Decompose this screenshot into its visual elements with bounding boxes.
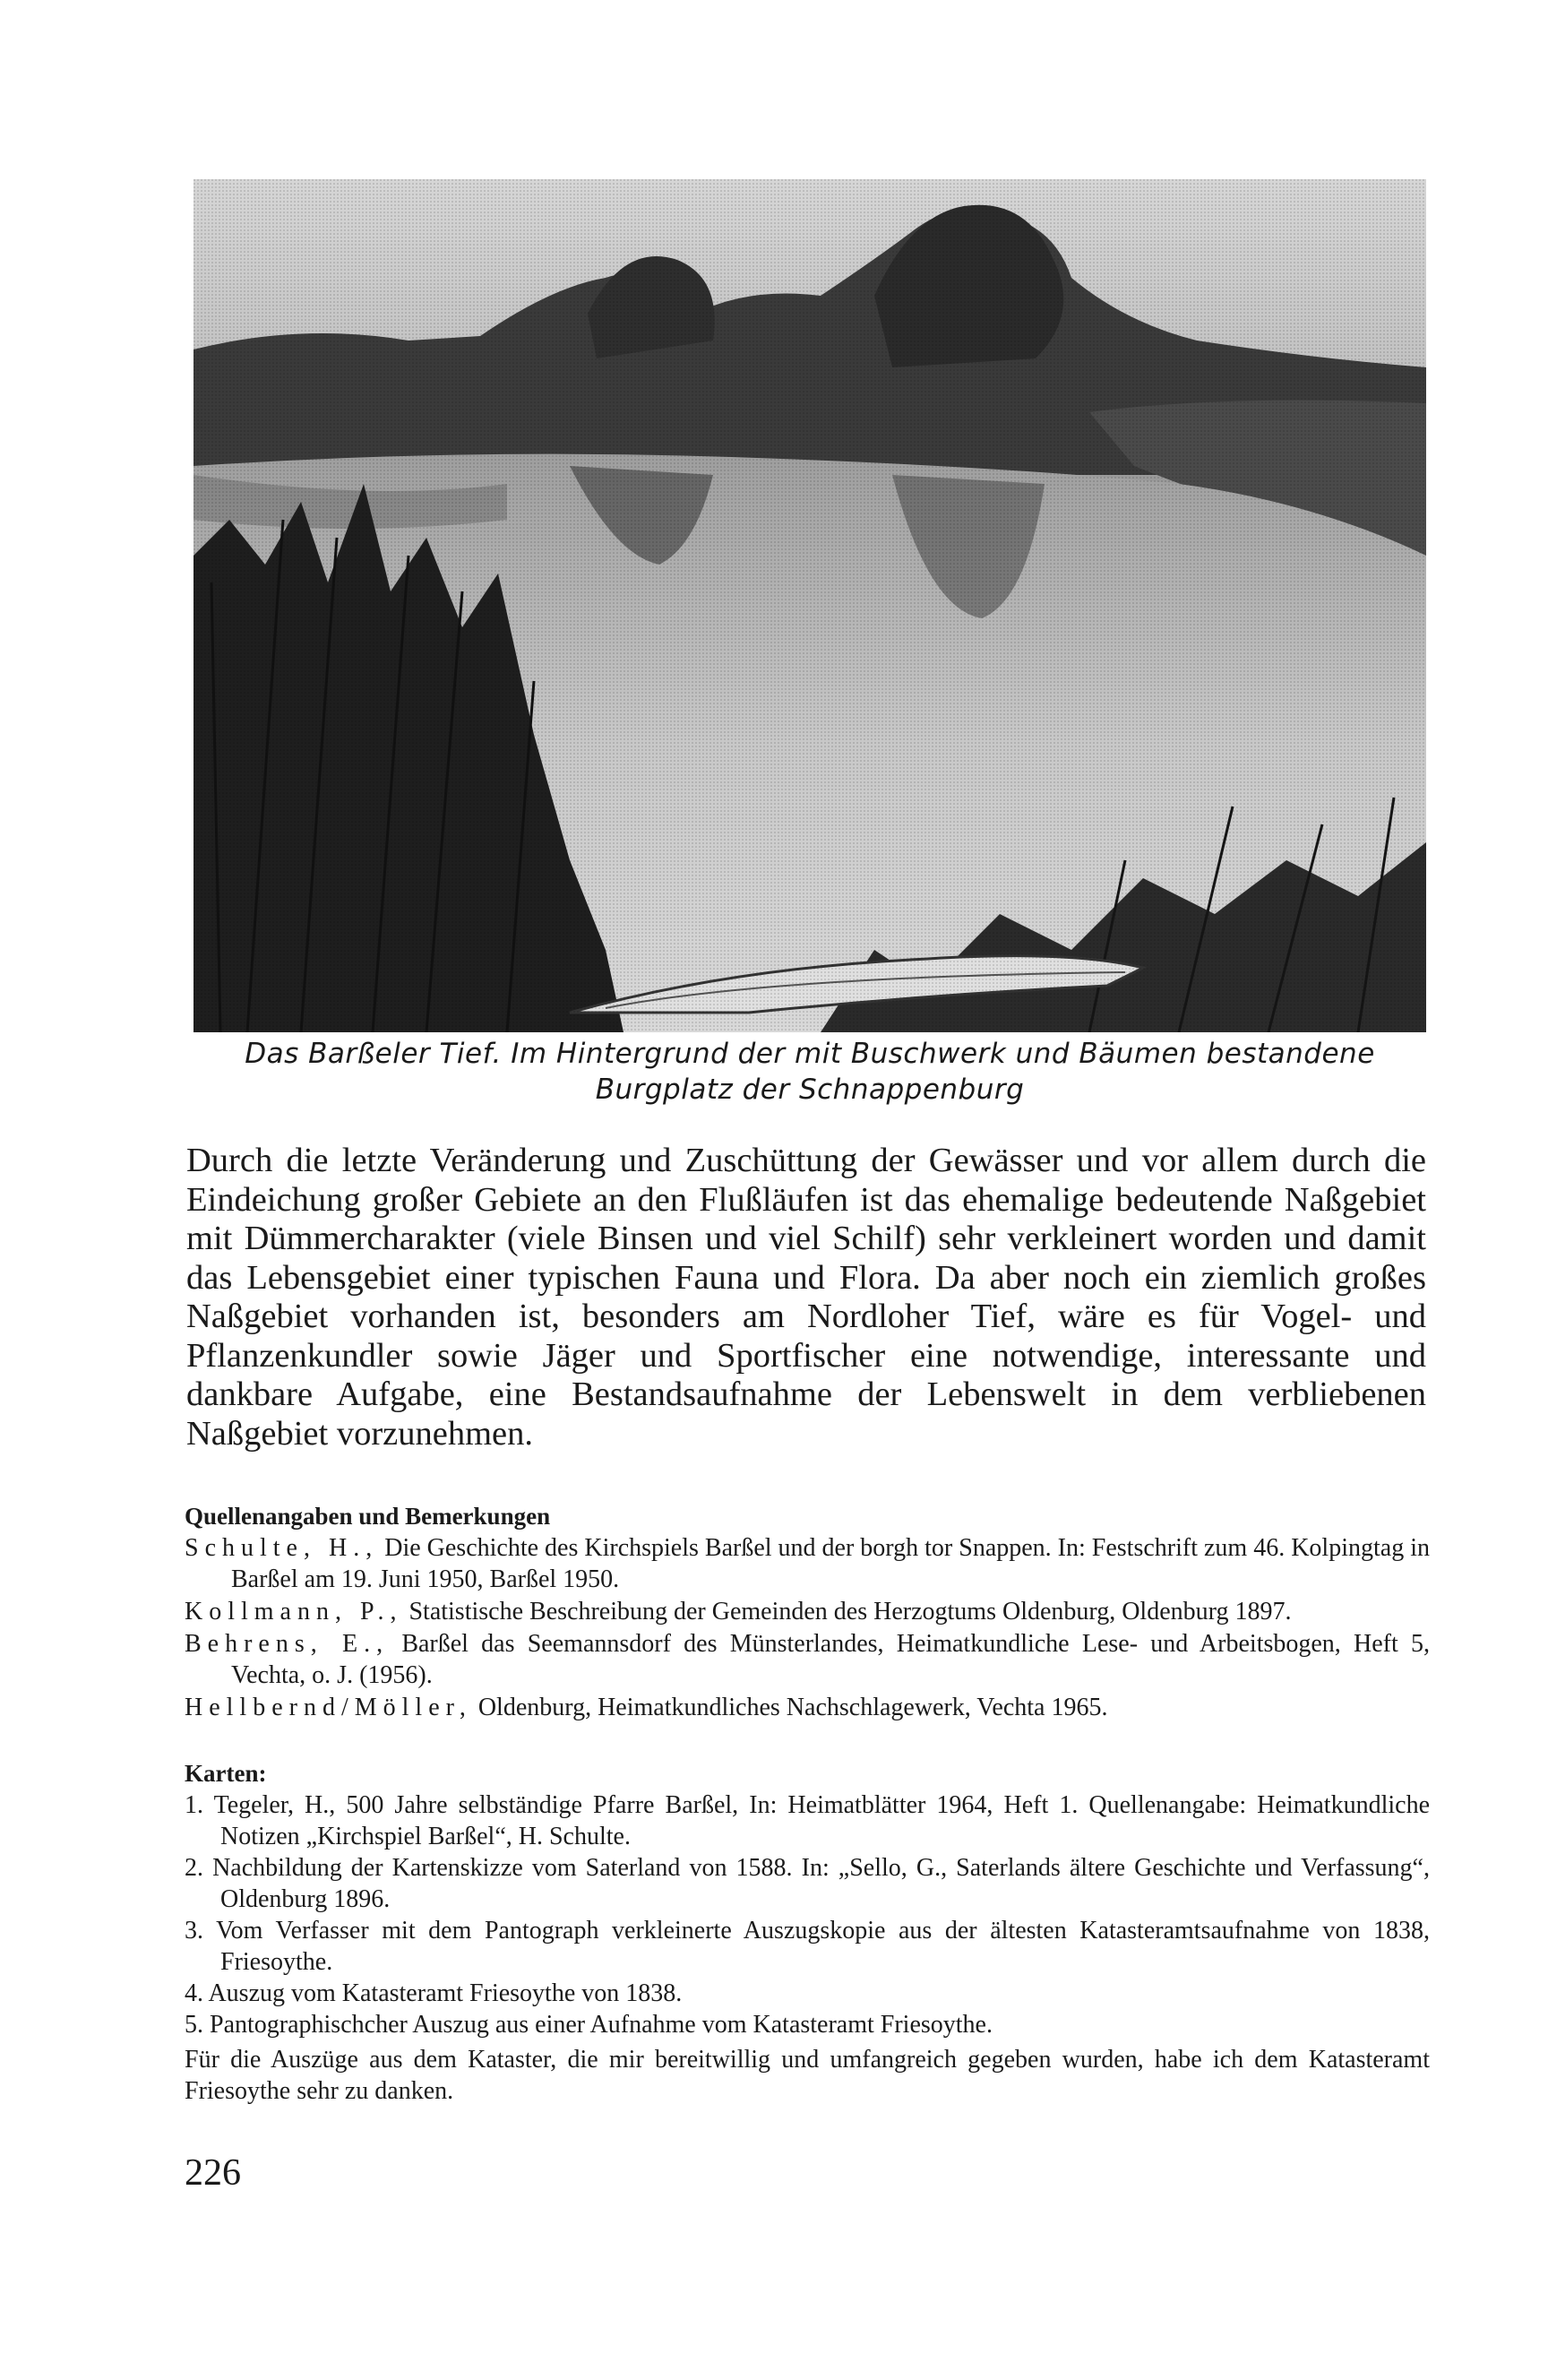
caption-line-1: Das Barßeler Tief. Im Hintergrund der mit Buschwerk und Bäumen bestandene: [245, 1038, 1375, 1070]
maps-list: [185, 1789, 1430, 2040]
caption-line-2: Burgplatz der Schnappenburg: [595, 1074, 1025, 1106]
map-item: 4. Auszug vom Katasteramt Friesoythe von 1838.: [185, 1979, 683, 2007]
reference-item: [185, 1596, 1430, 1627]
reference-text: Barßel das Seemannsdorf des Münsterlandes, Heimatkundliche Lese- und Arbeitsbogen, Heft 5, Vechta, o. J. (1956).: [231, 1630, 1431, 1689]
map-item: 5. Pantographischcher Auszug aus einer Aufnahme vom Katasteramt Friesoythe.: [185, 2011, 993, 2039]
map-item: 3. Vom Verfasser mit dem Pantograph verkleinerte Auszugskopie aus der ältesten Katasteramtsaufnahme von 1838, Friesoythe.: [185, 1917, 1430, 1976]
map-item: 2. Nachbildung der Kartenskizze vom Saterland von 1588. In: „Sello, G., Saterlands ältere Geschichte und Verfassung“, Oldenburg 1896.: [185, 1854, 1430, 1913]
reference-text: Statistische Beschreibung der Gemeinden des Herzogtums Oldenburg, Oldenburg 1897.: [402, 1598, 1292, 1625]
maps-heading: Karten:: [185, 1760, 267, 1787]
reference-item: [185, 1628, 1430, 1691]
map-item: 1. Tegeler, H., 500 Jahre selbständige Pfarre Barßel, In: Heimatblätter 1964, Heft 1. Quellenangabe: Heimatkundliche Notizen „Kirchspiel Barßel“, H. Schulte.: [185, 1791, 1430, 1850]
body-paragraph: Durch die letzte Veränderung und Zuschüttung der Gewässer und vor allem durch die Eindeichung großer Gebiete an den Flußläufen ist das ehemalige bedeutende Naßgebiet mit Dümmercharakter (viele Binsen und viel Schilf) sehr verkleinert worden und damit das Lebensgebiet einer typischen Fauna und Flora. Da aber noch ein ziemlich großes Naßgebiet vorhanden ist, besonders am Nordloher Tief, wäre es für Vogel- und Pflanzenkundler sowie Jäger und Sportfischer eine notwendige, interessante und dankbare Aufgabe, eine Bestandsaufnahme der Lebenswelt in dem verbliebenen Naßgebiet vorzunehmen.: [186, 1142, 1426, 1453]
reference-author: Hellbernd/Möller,: [185, 1694, 472, 1721]
reference-item: [185, 1692, 1430, 1723]
reference-text: Oldenburg, Heimatkundliches Nachschlagewerk, Vechta 1965.: [471, 1694, 1108, 1721]
references-list: [185, 1532, 1430, 1724]
landscape-photo: [194, 179, 1426, 1032]
reference-author: Kollmann, P.,: [185, 1598, 403, 1625]
closing-note: Für die Auszüge aus dem Kataster, die mir bereitwillig und umfangreich gegeben wurden, habe ich dem Katasteramt Friesoythe sehr zu danken.: [185, 2046, 1430, 2105]
references-heading: Quellenangaben und Bemerkungen: [185, 1503, 551, 1530]
reference-author: Schulte, H.,: [185, 1534, 379, 1562]
reference-author: Behrens, E.,: [185, 1630, 390, 1658]
photo-caption: [194, 1036, 1426, 1108]
reference-text: Die Geschichte des Kirchspiels Barßel und der borgh tor Snappen. In: Festschrift zum 46. Kolpingtag in Barßel am 19. Juni 1950, Barßel 1950.: [231, 1534, 1430, 1593]
reference-item: [185, 1532, 1430, 1595]
photo-illustration: [194, 179, 1426, 1032]
page-number: 226: [185, 2152, 241, 2194]
